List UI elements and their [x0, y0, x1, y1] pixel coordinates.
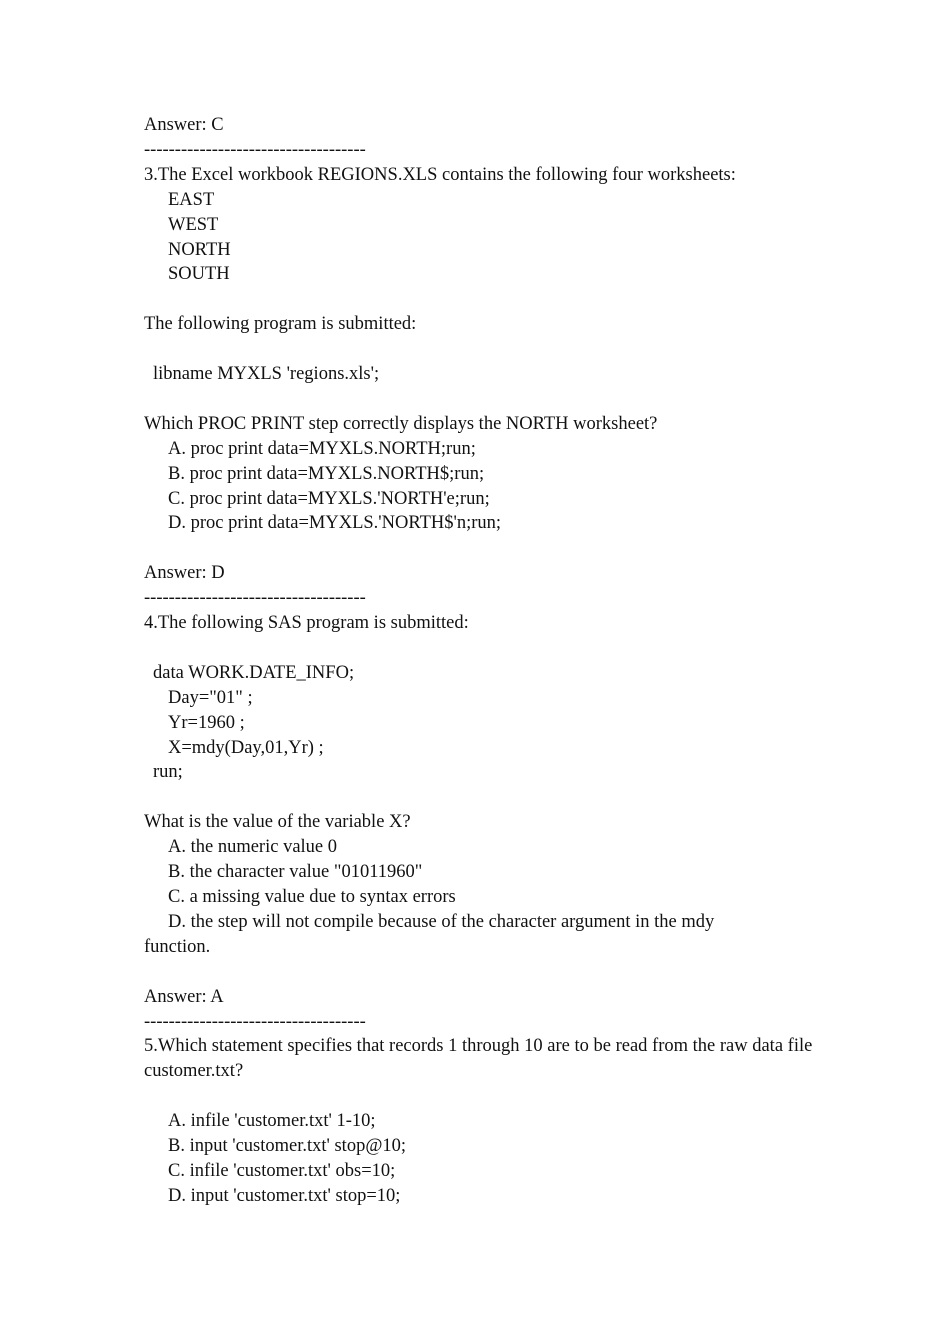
q3-prompt: Which PROC PRINT step correctly displays the NORTH worksheet? [144, 413, 658, 434]
q5-option: B. input 'customer.txt' stop@10; [168, 1136, 406, 1157]
q5-option: A. infile 'customer.txt' 1-10; [168, 1111, 376, 1132]
q4-code-line: Yr=1960 ; [168, 712, 245, 733]
q4-answer: Answer: A [144, 986, 224, 1007]
q5-option: D. input 'customer.txt' stop=10; [168, 1185, 401, 1206]
separator: ------------------------------------ [144, 588, 366, 609]
q3-question: 3.The Excel workbook REGIONS.XLS contains the following four worksheets: [144, 164, 736, 185]
q4-option-d: D. the step will not compile because of the character argument in the mdy [168, 911, 715, 932]
q4-option: C. a missing value due to syntax errors [168, 887, 456, 907]
q3-sheet: EAST [168, 189, 215, 210]
q4-prompt: What is the value of the variable X? [144, 812, 411, 833]
q3-option: B. proc print data=MYXLS.NORTH$;run; [168, 463, 485, 484]
q4-question: 4.The following SAS program is submitted: [144, 613, 469, 634]
q5-option: C. infile 'customer.txt' obs=10; [168, 1160, 396, 1181]
q3-answer: Answer: D [144, 563, 225, 584]
q2-answer: Answer: C [144, 115, 224, 135]
q3-option: A. proc print data=MYXLS.NORTH;run; [168, 438, 476, 459]
q4-code-line: run; [153, 762, 183, 783]
separator: ------------------------------------ [144, 1011, 366, 1032]
q4-option-d-cont: function. [144, 936, 211, 957]
q4-option: A. the numeric value 0 [168, 837, 338, 858]
q3-option: C. proc print data=MYXLS.'NORTH'e;run; [168, 488, 490, 509]
separator: ------------------------------------ [144, 139, 366, 160]
q4-code-line: data WORK.DATE_INFO; [153, 662, 355, 683]
q4-code-line: X=mdy(Day,01,Yr) ; [168, 737, 324, 758]
q3-intro: The following program is submitted: [144, 314, 417, 335]
q3-sheet: SOUTH [168, 264, 230, 285]
document-page [144, 113, 824, 1209]
q3-option: D. proc print data=MYXLS.'NORTH$'n;run; [168, 513, 502, 534]
q4-option: B. the character value "01011960" [168, 862, 423, 883]
q3-code: libname MYXLS 'regions.xls'; [153, 364, 380, 385]
q4-code-line: Day="01" ; [168, 687, 253, 708]
q5-question: 5.Which statement specifies that records 1 through 10 are to be read from the raw data file customer.txt? [144, 1036, 813, 1082]
q3-sheet: NORTH [168, 239, 231, 260]
q3-sheet: WEST [168, 214, 219, 235]
